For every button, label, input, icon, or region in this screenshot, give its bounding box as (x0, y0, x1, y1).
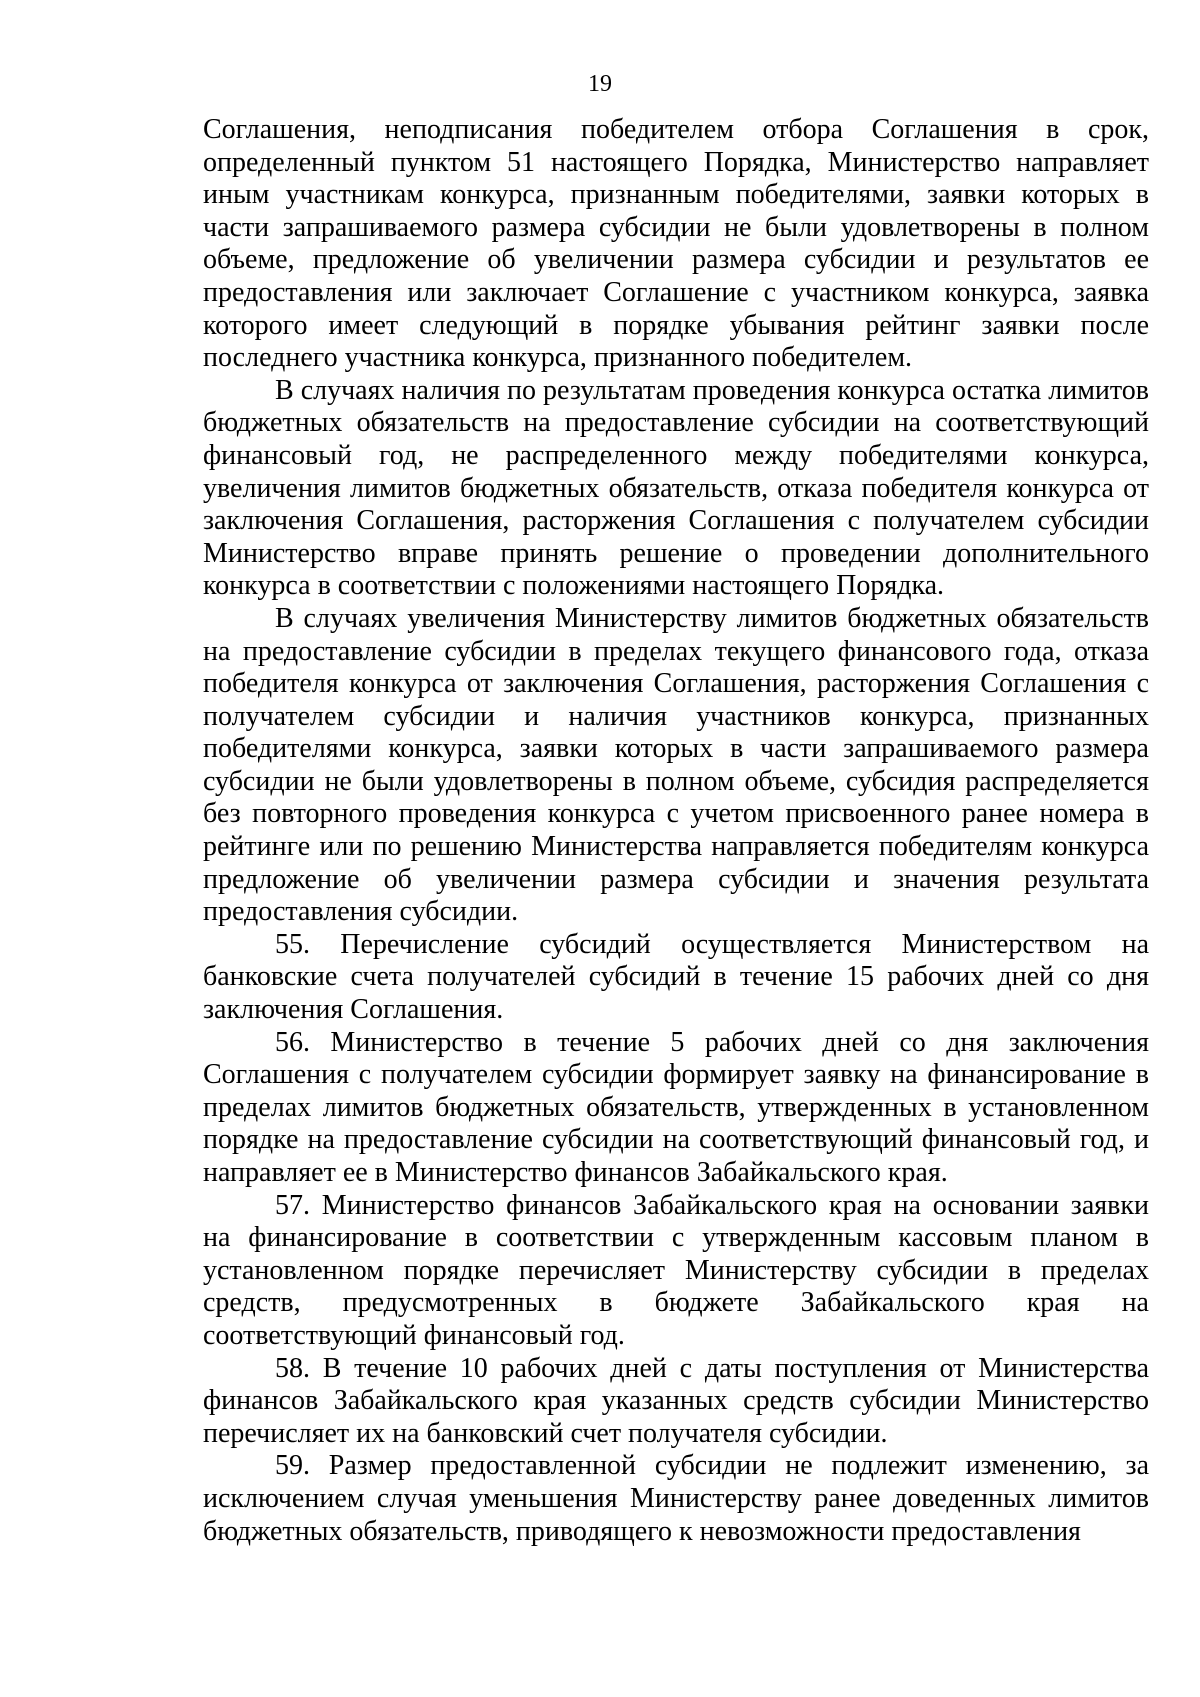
paragraph-remaining-limits: В случаях наличия по результатам проведения конкурса остатка лимитов бюджетных обязательств на предоставление субсидии на соответствующий финансовый год, не распределенного между победителями конкурса, увеличения лимитов бюджетных обязательств, отказа победителя конкурса от заключения Соглашения, расторжения Соглашения с получателем субсидии Министерство вправе принять решение о проведении дополнительного конкурса в соответствии с положениями настоящего Порядка. (203, 374, 1149, 602)
paragraph-item-56: 56. Министерство в течение 5 рабочих дней со дня заключения Соглашения с получателем субсидии формирует заявку на финансирование в пределах лимитов бюджетных обязательств, утвержденных в установленном порядке на предоставление субсидии на соответствующий финансовый год, и направляет ее в Министерство финансов Забайкальского края. (203, 1026, 1149, 1188)
paragraph-item-57: 57. Министерство финансов Забайкальского края на основании заявки на финансирование в соответствии с утвержденным кассовым планом в установленном порядке перечисляет Министерству субсидии в пределах средств, предусмотренных в бюджете Забайкальского края на соответствующий финансовый год. (203, 1189, 1149, 1351)
paragraph-item-59: 59. Размер предоставленной субсидии не подлежит изменению, за исключением случая уменьшения Министерству ранее доведенных лимитов бюджетных обязательств, приводящего к невозможности предоставления (203, 1450, 1149, 1547)
paragraph-continuation: Соглашения, неподписания победителем отбора Соглашения в срок, определенный пунктом 51 настоящего Порядка, Министерство направляет иным участникам конкурса, признанным победителями, заявки которых в части запрашиваемого размера субсидии не были удовлетворены в полном объеме, предложение об увеличении размера субсидии и результатов ее предоставления или заключает Соглашение с участником конкурса, заявка которого имеет следующий в порядке убывания рейтинг заявки после последнего участника конкурса, признанного победителем. (203, 114, 1149, 374)
paragraph-item-55: 55. Перечисление субсидий осуществляется Министерством на банковские счета получателей субсидий в течение 15 рабочих дней со дня заключения Соглашения. (203, 928, 1149, 1026)
paragraph-limits-increase: В случаях увеличения Министерству лимитов бюджетных обязательств на предоставление субсидии в пределах текущего финансового года, отказа победителя конкурса от заключения Соглашения, расторжения Соглашения с получателем субсидии и наличия участников конкурса, признанных победителями конкурса, заявки которых в части запрашиваемого размера субсидии не были удовлетворены в полном объеме, субсидия распределяется без повторного проведения конкурса с учетом присвоенного ранее номера в рейтинге или по решению Министерства направляется победителям конкурса предложение об увеличении размера субсидии и значения результата предоставления субсидии. (203, 602, 1149, 928)
page-number: 19 (588, 71, 612, 97)
paragraph-item-58: 58. В течение 10 рабочих дней с даты поступления от Министерства финансов Забайкальского края указанных средств субсидии Министерство перечисляет их на банковский счет получателя субсидии. (203, 1352, 1149, 1449)
document-body (203, 114, 1149, 1548)
